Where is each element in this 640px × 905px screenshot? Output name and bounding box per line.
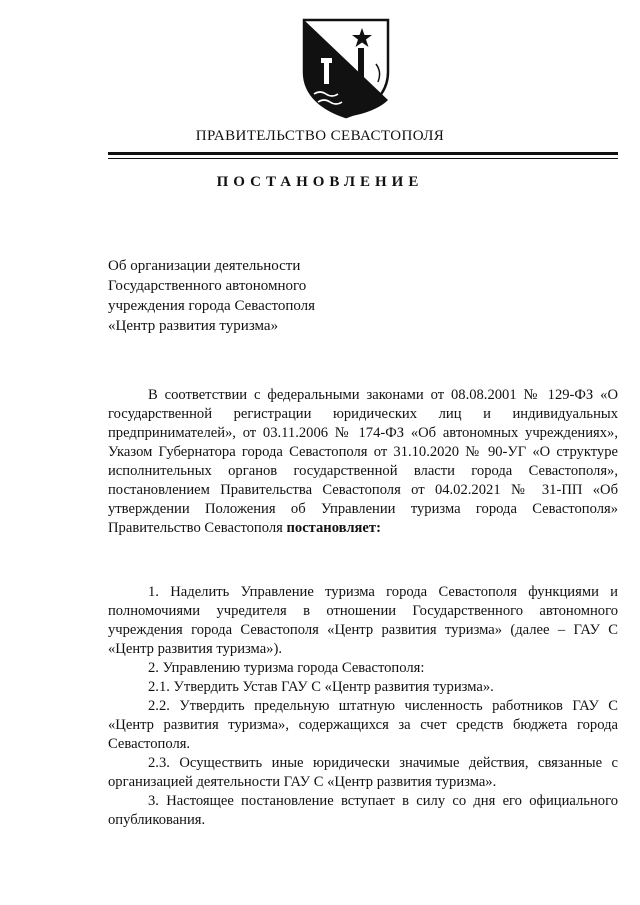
resolution-item: 2.2. Утвердить предельную штатную численность работников ГАУ С «Центр развития туризма», содержащихся за счет средств бюджета города Севастополя. [108,698,618,752]
resolution-item: 2.1. Утвердить Устав ГАУ С «Центр развития туризма». [148,679,494,695]
subject-line: учреждения города Севастополя [108,298,316,314]
preamble-paragraph [108,386,618,538]
subject-line: Государственного автономного [108,278,307,294]
document-type-title: ПОСТАНОВЛЕНИЕ [216,174,424,190]
resolution-item: 2.3. Осуществить иные юридически значимые действия, связанные с организацией деятельности ГАУ С «Центр развития туризма». [108,755,618,790]
preamble-text: В соответствии с федеральными законами от 08.08.2001 № 129-ФЗ «О государственной регистрации юридических лиц и индивидуальных предпринимателей», от 03.11.2006 № 174-ФЗ «Об автономных учреждениях», Указом Губернатора города Севастополя от 31.10.2020 № 90-УГ «О структуре исполнительных органов государственной власти города Севастополя», постановлением Правительства Севастополя от 04.02.2021 № 31-ПП «Об утверждении Положения об Управлении туризма города Севастополя» Правительство Севастополя [108,387,618,536]
resolution-item: 2. Управлению туризма города Севастополя: [148,660,425,676]
subject-line: Об организации деятельности [108,258,301,274]
sevastopol-coat-of-arms-icon [300,14,392,119]
header-divider-thick [108,152,618,155]
organization-name: ПРАВИТЕЛЬСТВО СЕВАСТОПОЛЯ [195,128,445,144]
subject-line: «Центр развития туризма» [108,318,279,334]
resolution-item: 1. Наделить Управление туризма города Севастополя функциями и полномочиями учредителя в отношении Государственного автономного учреждения города Севастополя «Центр развития туризма» (далее – ГАУ С «Центр развития туризма»). [108,584,618,657]
resolution-item: 3. Настоящее постановление вступает в силу со дня его официального опубликования. [108,793,618,828]
document-subject [108,256,408,336]
decision-word: постановляет: [286,520,381,536]
resolution-items [108,583,618,830]
header-divider-thin [108,158,618,159]
